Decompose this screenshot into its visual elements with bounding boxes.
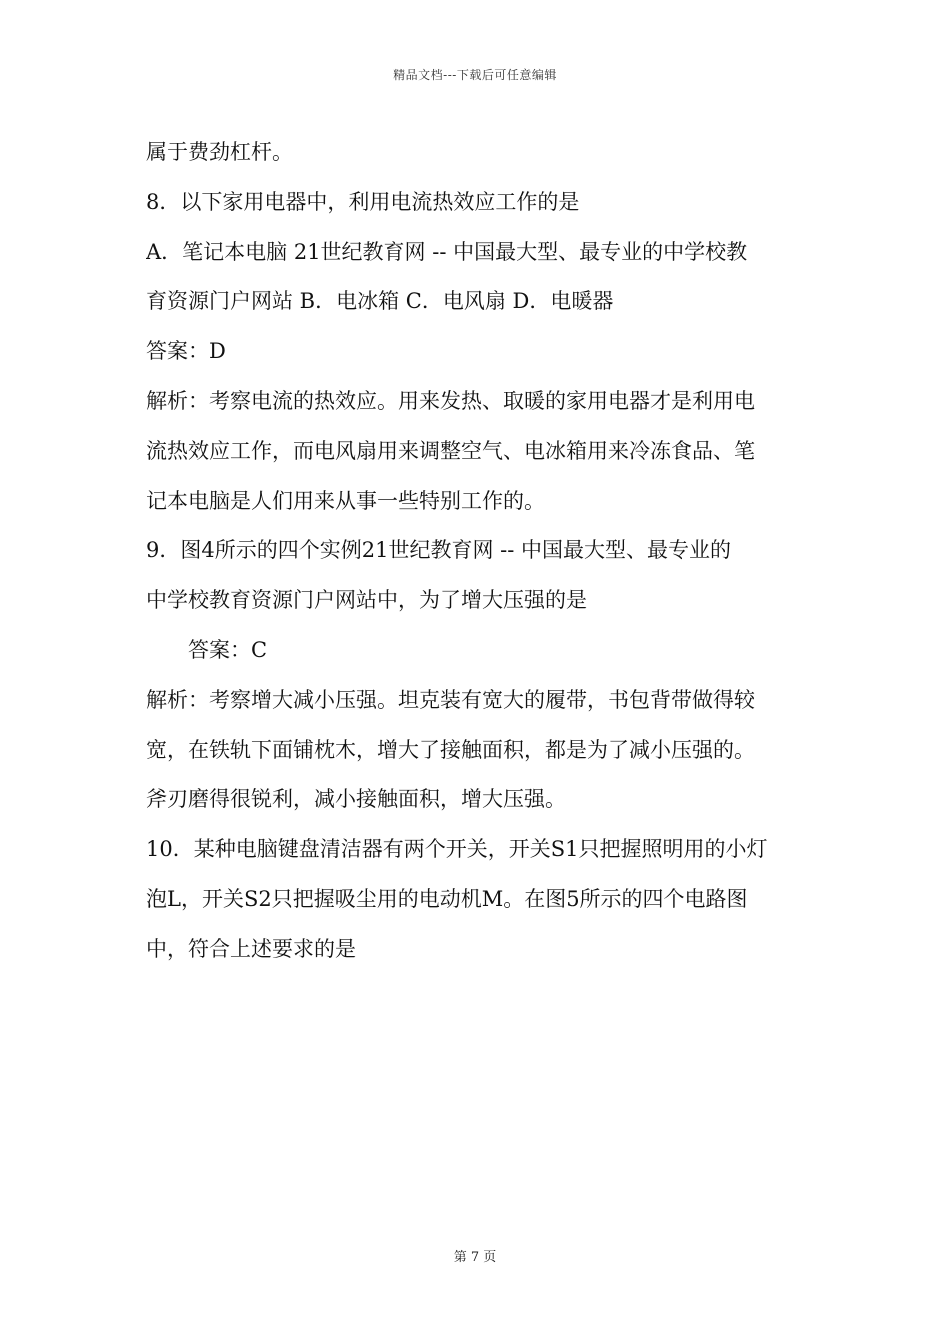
question-8-explanation-line-2: 流热效应工作，而电风扇用来调整空气、电冰箱用来冷冻食品、笔: [146, 438, 755, 463]
question-9-explanation-line-1: 解析：考察增大减小压强。坦克装有宽大的履带，书包背带做得较: [146, 687, 755, 712]
page-number: 第 7 页: [453, 1250, 497, 1265]
question-9-explanation-line-3: 斧刃磨得很锐利，减小接触面积，增大压强。: [146, 787, 566, 812]
document-body: [146, 128, 810, 975]
question-9-line-2: 中学校教育资源门户网站中，为了增大压强的是: [146, 588, 587, 613]
question-8-explanation-line-1: 解析：考察电流的热效应。用来发热、取暖的家用电器才是利用电: [146, 388, 755, 413]
question-8-explanation-line-3: 记本电脑是人们用来从事一些特别工作的。: [146, 488, 545, 513]
question-10: 10．某种电脑键盘清洁器有两个开关，开关S1只把握照明用的小灯: [146, 837, 768, 862]
page-header: 精品文档---下载后可任意编辑: [393, 68, 557, 82]
question-8-options-line-2: 育资源门户网站 B．电冰箱 C．电风扇 D．电暖器: [146, 289, 614, 314]
question-8: 8．以下家用电器中，利用电流热效应工作的是: [146, 189, 580, 214]
question-10-line-2: 泡L，开关S2只把握吸尘用的电动机M。在图5所示的四个电路图: [146, 886, 748, 911]
question-9: 9．图4所示的四个实例21世纪教育网 -- 中国最大型、最专业的: [146, 538, 731, 563]
question-9-explanation-line-2: 宽，在铁轨下面铺枕木，增大了接触面积，都是为了减小压强的。: [146, 737, 755, 762]
question-8-options-line-1: A．笔记本电脑 21世纪教育网 -- 中国最大型、最专业的中学校教: [146, 239, 748, 264]
question-8-answer: 答案：D: [146, 339, 226, 364]
question-9-answer: 答案：C: [188, 637, 268, 662]
text-line: 属于费劲杠杆。: [146, 140, 293, 164]
question-10-line-3: 中，符合上述要求的是: [146, 936, 356, 961]
